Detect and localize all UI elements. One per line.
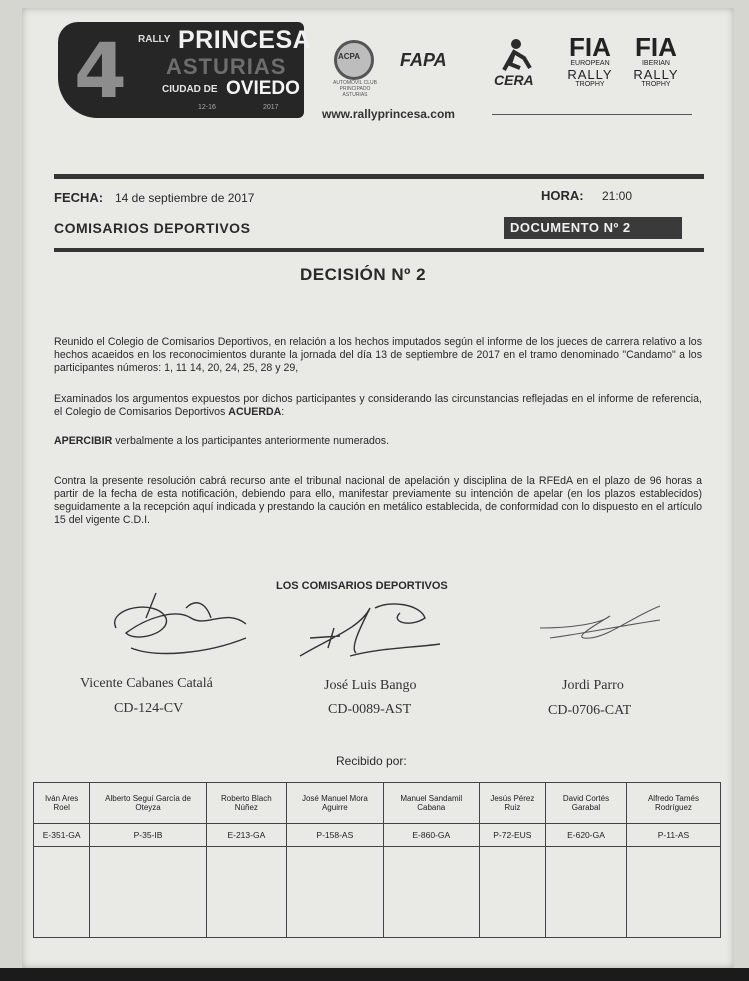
logo-top-text: RALLY — [138, 34, 171, 45]
signatories-title-prefix: LOS — [276, 580, 302, 592]
receiver-license-cell: P-72-EUS — [479, 824, 545, 847]
header-divider — [54, 174, 704, 179]
apercibir-keyword: APERCIBIR — [54, 435, 113, 447]
signature-jose-luis — [290, 598, 450, 668]
signatories-title-bold: COMISARIOS DEPORTIVOS — [301, 580, 448, 592]
signatory-code: CD-0089-AST — [328, 702, 412, 717]
documento-badge: DOCUMENTO Nº 2 — [504, 217, 682, 239]
website-url: www.rallyprincesa.com — [322, 107, 455, 121]
paragraph-reunido: Reunido el Colegio de Comisarios Deportivos, en relación a los hechos imputados según el informe de los jueces de carrera relativo a los hechos acaeidos en los reconocimientos durante la jornada del día 13 de septiembre de 2017 en el tramo denominado "Candamo" a los participantes números: 1, 11 14, 20, 24, 25, 28 y 29, — [54, 336, 702, 374]
receiver-name-cell: Iván Ares Roel — [34, 783, 90, 824]
receiver-name-cell: Roberto Blach Núñez — [206, 783, 286, 824]
receiver-name-cell: José Manuel Mora Aguirre — [286, 783, 383, 824]
acpa-logo-text: ACPA — [338, 52, 361, 61]
receiver-license-cell: P-11-AS — [626, 824, 720, 847]
receivers-table — [33, 782, 721, 938]
fia-european-word: FIA — [569, 32, 611, 62]
signatory-name: Jordi Parro — [562, 678, 624, 693]
receiver-signature-cell — [383, 847, 479, 938]
hora-value: 21:00 — [602, 189, 633, 203]
paragraph-apercibir-text: verbalmente a los participantes anteriormente numerados. — [112, 435, 390, 447]
fia-iberian-line: IBERIAN — [641, 60, 670, 67]
received-by-label: Recibido por: — [336, 754, 407, 768]
cera-logo-text: CERA — [494, 72, 534, 88]
paragraph-examinados — [54, 393, 702, 419]
logo-city: OVIEDO — [226, 78, 300, 99]
signature-jordi — [530, 598, 670, 654]
bottom-edge — [0, 968, 749, 981]
signature-vicente — [96, 588, 256, 668]
receiver-name-cell: Alfredo Tamés Rodríguez — [626, 783, 720, 824]
acpa-logo-subtext: AUTOMOVIL CLUB PRINCIPADO ASTURIAS — [333, 80, 377, 98]
fecha-value: 14 de septiembre de 2017 — [115, 191, 255, 205]
heading-divider — [54, 248, 704, 252]
signatory-name: Vicente Cabanes Catalá — [80, 676, 213, 691]
receiver-signature-cell — [90, 847, 207, 938]
fia-iberian-rally: RALLY — [633, 67, 679, 82]
receiver-license-cell: P-158-AS — [286, 824, 383, 847]
signatory-code: CD-0706-CAT — [548, 703, 632, 718]
decision-title: DECISIÓN Nº 2 — [300, 265, 427, 284]
receivers-signature-row — [34, 847, 721, 938]
receiver-license-cell: E-213-GA — [206, 824, 286, 847]
receivers-names-row — [34, 783, 721, 824]
logo-name: PRINCESA — [178, 26, 312, 54]
receiver-license-cell: E-351-GA — [34, 824, 90, 847]
paragraph-recurso: Contra la presente resolución cabrá recurso ante el tribunal nacional de apelación y disciplina de la RFEdA en el plazo de 96 horas a partir de la fecha de esta notificación, debiendo para ello, manifestar previamente su intención de apelar (en los plazos establecidos) seguidamente a la recepción aquí indicada y prestando la caución en metálico establecida, de conformidad con lo dispuesto en el artículo 15 del vigente C.D.I. — [54, 475, 702, 526]
hora-label: HORA: — [541, 188, 584, 203]
logo-dates: 12-16 — [198, 104, 216, 111]
receiver-name-cell: Alberto Seguí García de Oteyza — [90, 783, 207, 824]
paragraph-apercibir — [54, 435, 702, 448]
signatory-code: CD-124-CV — [114, 701, 184, 716]
receiver-license-cell: P-35-IB — [90, 824, 207, 847]
fia-european-line: EUROPEAN — [570, 60, 610, 67]
website-rule — [492, 114, 692, 115]
receiver-signature-cell — [34, 847, 90, 938]
fia-iberian-word: FIA — [635, 32, 677, 62]
paragraph-examinados-text: Examinados los argumentos expuestos por dichos participantes y considerando las circunstancias reflejadas en el informe de referencia, el Colegio de Comisarios Deportivos — [54, 393, 702, 418]
logo-number: 4 — [74, 26, 127, 115]
acuerda-keyword: ACUERDA — [228, 406, 282, 418]
receiver-name-cell: David Cortés Garabal — [546, 783, 627, 824]
rally-princesa-logo — [58, 22, 312, 118]
receiver-name-cell: Manuel Sandamil Cabana — [383, 783, 479, 824]
paragraph-examinados-end: : — [281, 406, 285, 418]
fia-iberian-logo — [624, 34, 688, 89]
receiver-name-cell: Jesús Pérez Ruiz — [479, 783, 545, 824]
fia-european-trophy: TROPHY — [575, 81, 605, 88]
signatory-name: José Luis Bango — [324, 678, 417, 693]
fapa-logo: FAPA — [400, 50, 447, 70]
receiver-signature-cell — [479, 847, 545, 938]
section-heading: COMISARIOS DEPORTIVOS — [54, 220, 251, 236]
receiver-license-cell: E-860-GA — [383, 824, 479, 847]
receiver-signature-cell — [626, 847, 720, 938]
receiver-signature-cell — [206, 847, 286, 938]
logo-year: 2017 — [263, 104, 279, 111]
receivers-licenses-row — [34, 824, 721, 847]
fecha-label: FECHA: — [54, 190, 104, 205]
fia-iberian-trophy: TROPHY — [641, 81, 671, 88]
fia-european-rally: RALLY — [567, 67, 613, 82]
logo-region: ASTURIAS — [166, 54, 287, 79]
receiver-signature-cell — [546, 847, 627, 938]
receiver-license-cell: E-620-GA — [546, 824, 627, 847]
fia-european-logo — [558, 34, 622, 89]
logo-city-prefix: CIUDAD DE — [162, 84, 218, 95]
signatories-title — [276, 580, 448, 592]
receiver-signature-cell — [286, 847, 383, 938]
